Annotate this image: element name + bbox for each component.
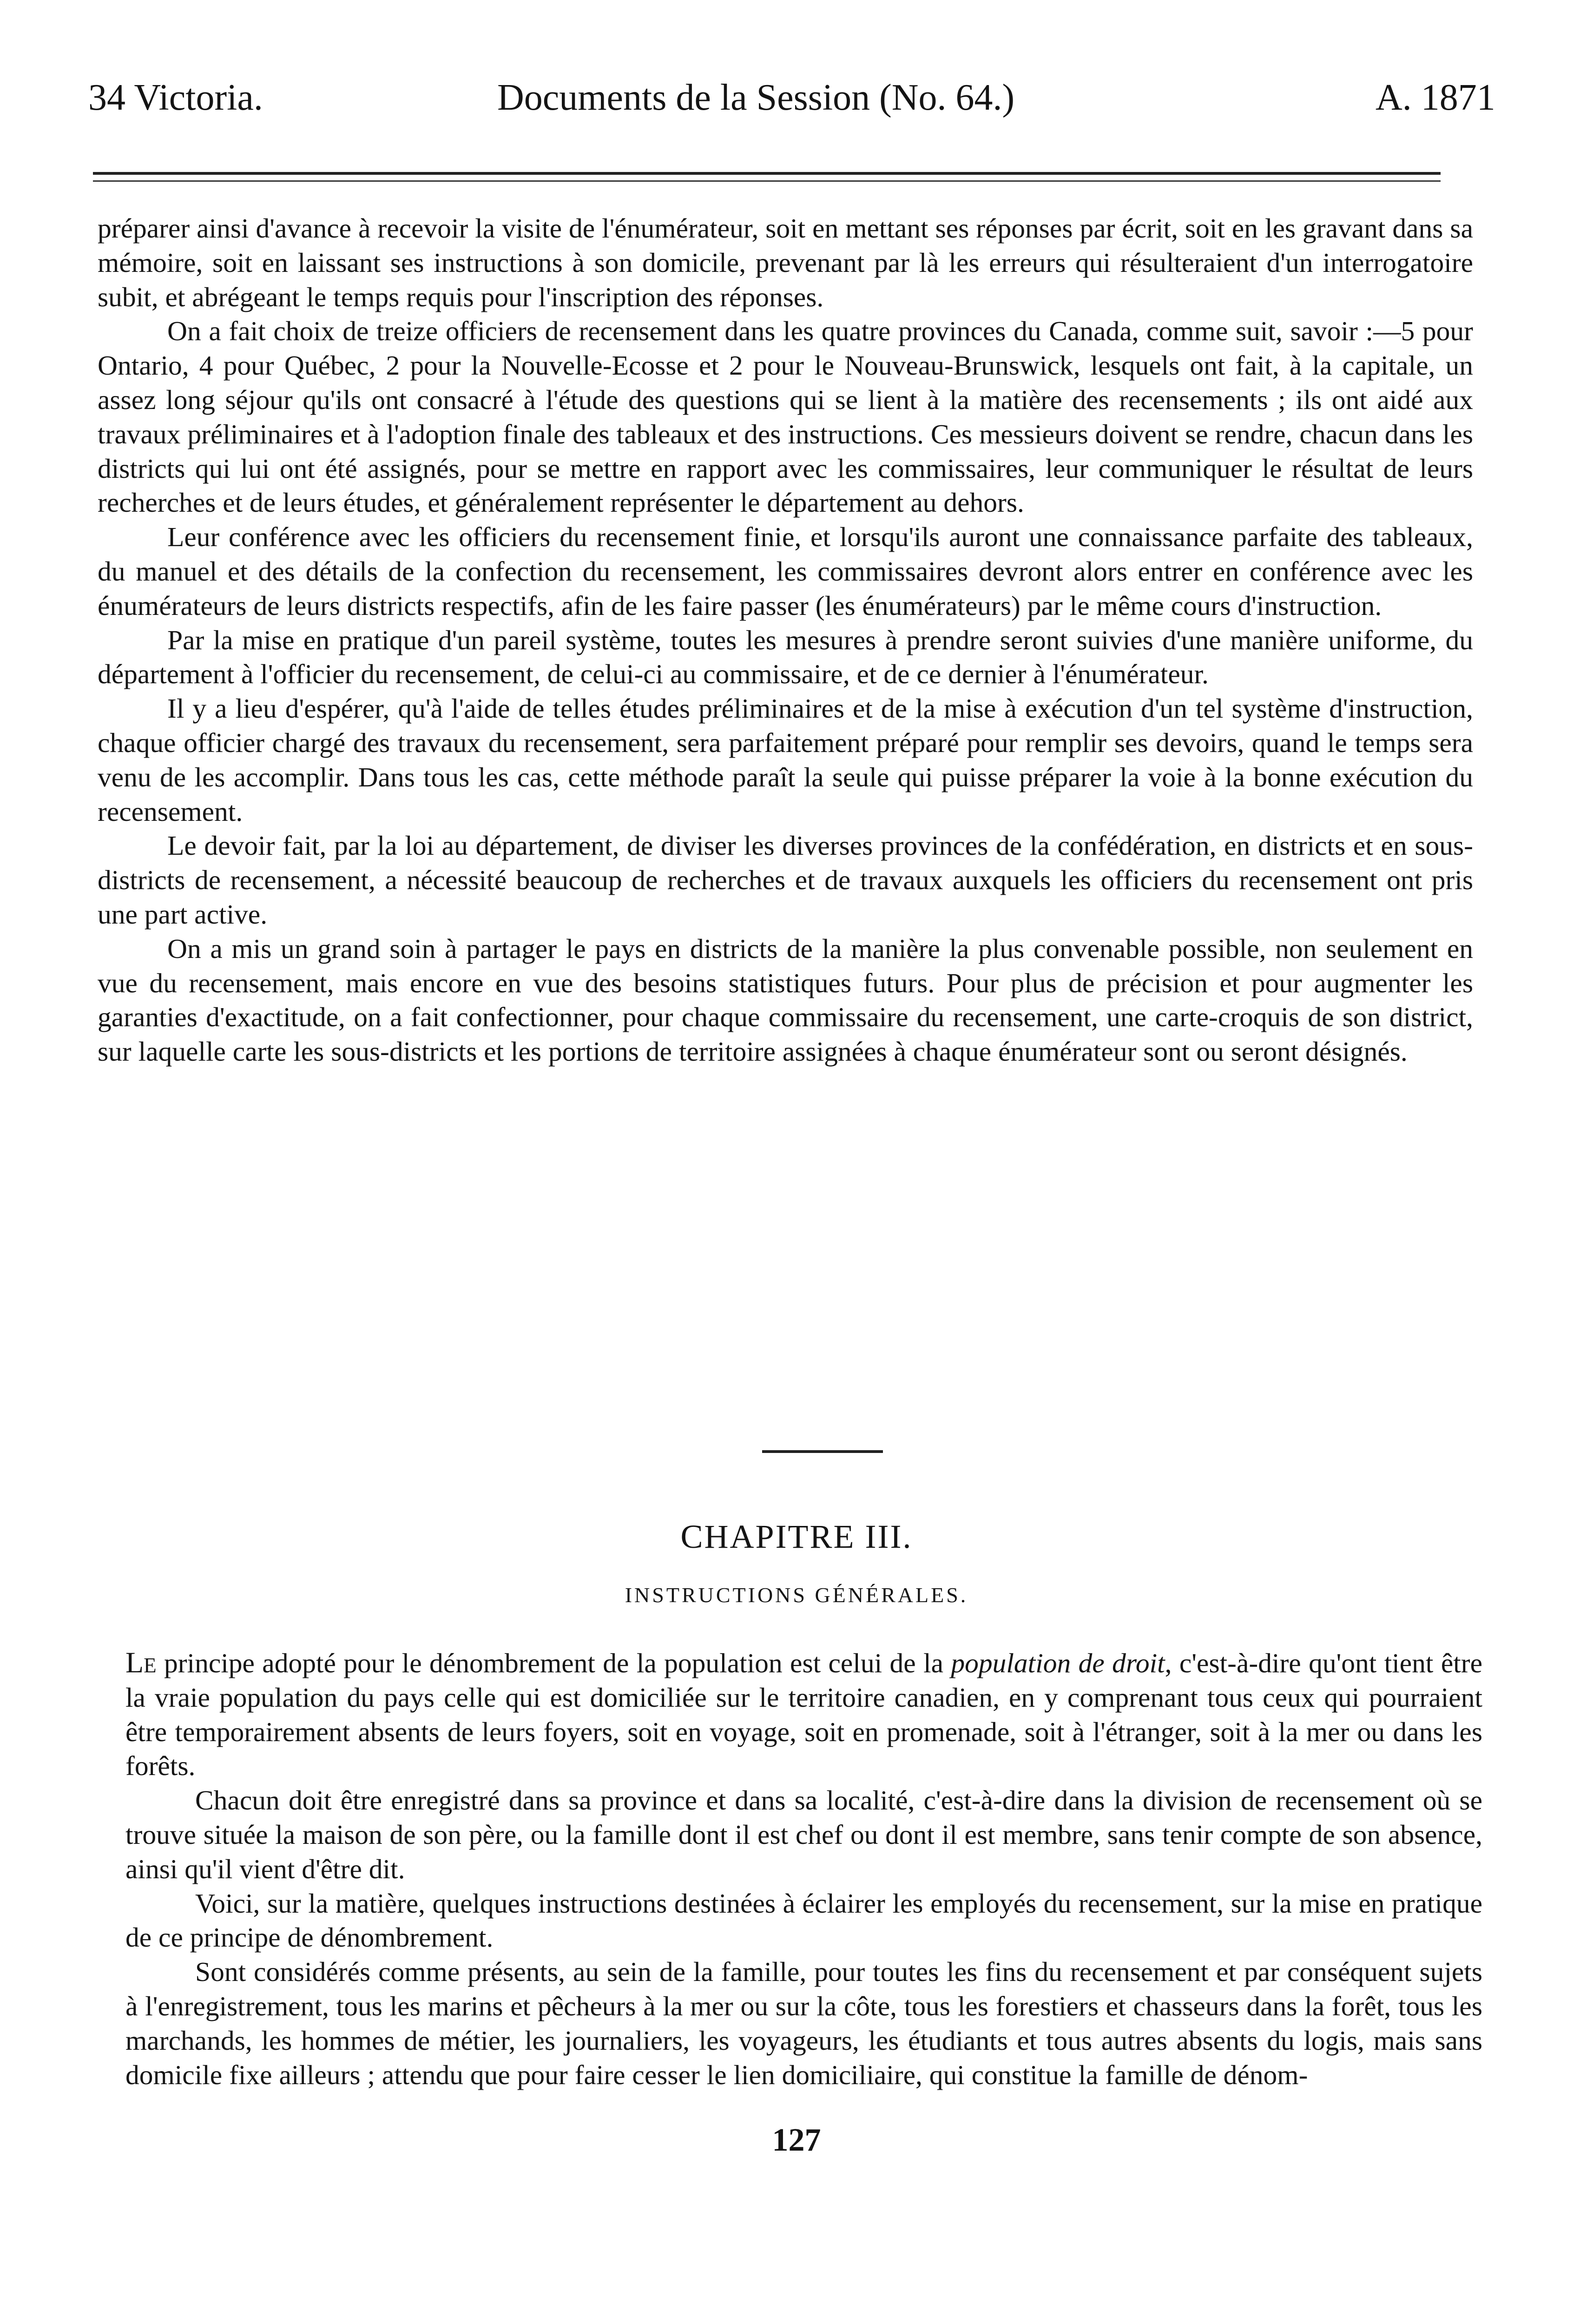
paragraph: Il y a lieu d'espérer, qu'à l'aide de telles études préliminaires et de la mise à exécution d'un tel système d'instruction, chaque officier chargé des travaux du recensement, sera parfaitement préparé pour remplir ses devoirs, quand le temps sera venu de les accomplir. Dans tous les cas, cette méthode paraît la seule qui puisse préparer la voie à la bonne exécution du recensement.	[98, 693, 1473, 827]
paragraph: Sont considérés comme présents, au sein de la famille, pour toutes les fins du recensement et par conséquent sujets à l'enregistrement, tous les marins et pêcheurs à la mer ou sur la côte, tous les forestiers et chasseurs dans la forêt, tous les marchands, les hommes de métier, les journaliers, les voyageurs, les étudiants et tous autres absents du logis, mais sans domicile fixe ailleurs ; attendu que pour faire cesser le lien domiciliaire, qui constitue la famille de dénom-	[125, 1956, 1482, 2090]
section-two-text	[125, 1645, 1482, 2092]
paragraph: On a fait choix de treize officiers de recensement dans les quatre provinces du Canada, comme suit, savoir :—5 pour Ontario, 4 pour Québec, 2 pour la Nouvelle-Ecosse et 2 pour le Nouveau-Brunswick, lesquels ont fait, à la capitale, un assez long séjour qu'ils ont consacré à l'étude des questions qui se lient à la matière des recensements ; ils ont aidé aux travaux préliminaires et à l'adoption finale des tableaux et des instructions. Ces messieurs doivent se rendre, chacun dans les districts qui lui ont été assignés, pour se mettre en rapport avec les commissaires, leur communiquer le résultat de leurs recherches et de leurs études, et généralement représenter le département au dehors.	[98, 316, 1473, 518]
page-number: 127	[772, 2122, 821, 2158]
paragraph: Voici, sur la matière, quelques instructions destinées à éclairer les employés du recensement, sur la mise en pratique de ce principe de dénombrement.	[125, 1888, 1482, 1953]
paragraph: préparer ainsi d'avance à recevoir la visite de l'énumérateur, soit en mettant ses réponses par écrit, soit en les gravant dans sa mémoire, soit en laissant ses instructions à son domicile, prevenant par là les erreurs qui résulteraient d'un interrogatoire subit, et abrégeant le temps requis pour l'inscription des réponses.	[98, 213, 1473, 312]
section-one-text	[98, 211, 1473, 1069]
paragraph: Le devoir fait, par la loi au département, de diviser les diverses provinces de la confédération, en districts et en sous-districts de recensement, a nécessité beaucoup de recherches et de travaux auxquels les officiers du recensement ont pris une part active.	[98, 830, 1473, 930]
header-rule-thin	[93, 180, 1441, 182]
chapter-title: CHAPITRE III.	[680, 1518, 913, 1555]
running-header	[88, 70, 1495, 125]
header-document-title: Documents de la Session (No. 64.)	[497, 77, 1015, 118]
header-rule-thick	[93, 172, 1441, 175]
opening-text: principe adopté pour le dénombrement de la population est celui de la	[156, 1648, 951, 1678]
chapter-subtitle: INSTRUCTIONS GÉNÉRALES.	[625, 1583, 968, 1607]
paragraph: Leur conférence avec les officiers du recensement finie, et lorsqu'ils auront une connaissance parfaite des tableaux, du manuel et des détails de la confection du recensement, les commissaires devront alors entrer en conférence avec les énumérateurs de leurs districts respectifs, afin de les faire passer (les énumérateurs) par le même cours d'instruction.	[98, 522, 1473, 621]
italic-term: population de droit	[951, 1648, 1165, 1678]
opening-paragraph	[125, 1645, 1482, 1783]
paragraph: On a mis un grand soin à partager le pays en districts de la manière la plus convenable possible, non seulement en vue du recensement, mais encore en vue des besoins statistiques futurs. Pour plus de précision et pour augmenter les garanties d'exactitude, on a fait confectionner, pour chaque commissaire du recensement, une carte-croquis de son district, sur laquelle carte les sous-districts et les portions de territoire assignées à chaque énumérateur sont ou seront désignés.	[98, 933, 1473, 1067]
paragraph: Par la mise en pratique d'un pareil système, toutes les mesures à prendre seront suivies d'une manière uniforme, du département à l'officier du recensement, de celui-ci au commissaire, et de ce dernier à l'énumérateur.	[98, 624, 1473, 690]
opening-text-continued: , c'est-à-dire qu'ont tient être la vraie population du pays celle qui est domiciliée sur le territoire canadien, en y comprenant tous ceux qui pourraient être temporairement absents de leurs foyers, soit en voyage, soit en promenade, soit à l'étranger, soit à la mer ou dans les forêts.	[125, 1648, 1482, 1782]
header-session-year: 34 Victoria.	[88, 77, 263, 118]
paragraph: Chacun doit être enregistré dans sa province et dans sa localité, c'est-à-dire dans la division de recensement où se trouve située la maison de son père, ou la famille dont il est chef ou dont il est membre, sans tenir compte de son absence, ainsi qu'il vient d'être dit.	[125, 1785, 1482, 1884]
header-year: A. 1871	[1376, 77, 1495, 118]
drop-cap: Le	[125, 1646, 157, 1679]
section-divider	[762, 1450, 883, 1453]
